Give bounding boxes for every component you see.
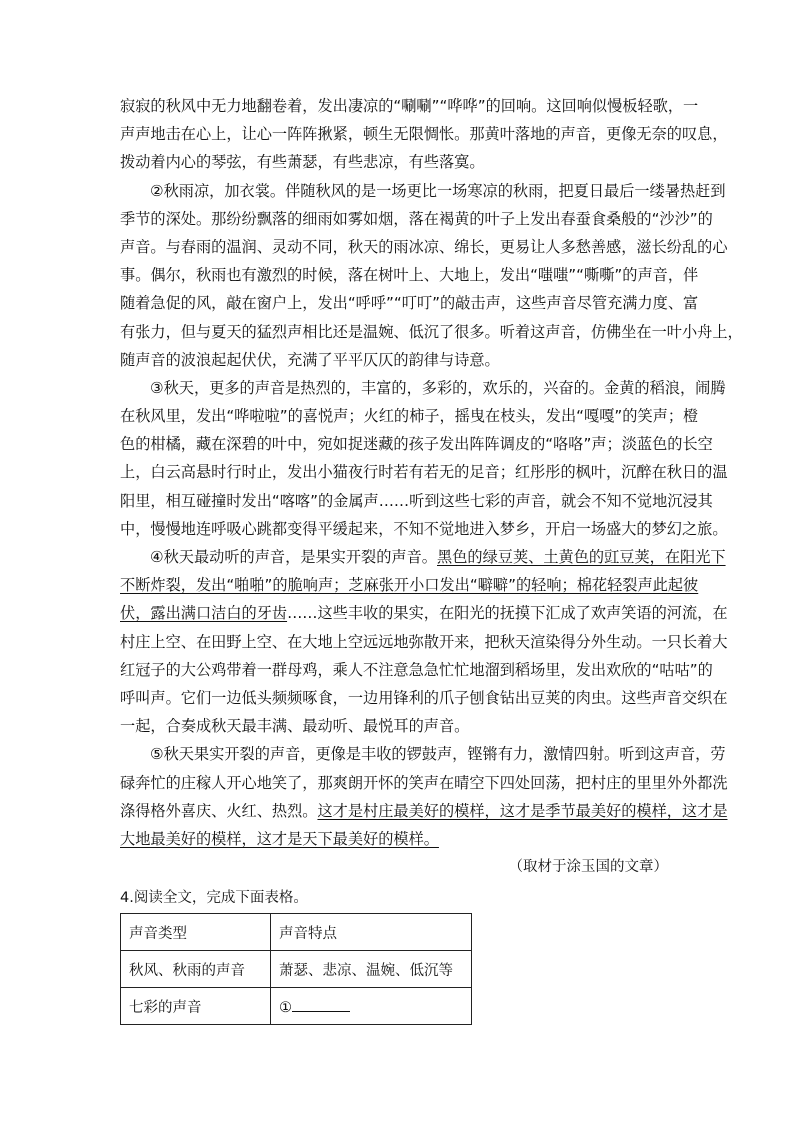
text-line: 色的柑橘，藏在深碧的叶中，宛如捉迷藏的孩子发出阵阵调皮的“咯咯”声；淡蓝色的长空 <box>120 435 713 454</box>
paragraph-3 <box>120 374 728 543</box>
text-line: 随着急促的风，敲在窗户上，发出“呼呼”“叮叮”的敲击声，这些声音尽管充满力度、富 <box>120 294 699 313</box>
underlined-text: 大地最美好的模样，这才是天下最美好的模样。 <box>120 829 439 848</box>
plain-text: 涤得格外喜庆、火红、热烈。 <box>120 801 318 820</box>
text-line: 声声地击在心上，让心一阵阵揪紧，顿生无限惆怅。那黄叶落地的声音，更像无奈的叹息， <box>120 125 728 144</box>
text-line: 声音。与春雨的温润、灵动不同，秋天的雨冰凉、绵长，更易让人多愁善感，滋长纷乱的心 <box>120 237 728 256</box>
paragraph-1 <box>120 92 728 177</box>
text-line: ②秋雨凉，加衣裳。伴随秋风的是一场更比一场寒凉的秋雨，把夏日最后一缕暑热赶到 <box>150 181 726 200</box>
text-line <box>120 797 728 825</box>
text-line: 阳里，相互碰撞时发出“喀喀”的金属声……听到这些七彩的声音，就会不知不觉地沉浸其 <box>120 491 713 510</box>
underlined-text: 这才是村庄最美好的模样，这才是季节最美好的模样，这才是 <box>317 801 728 820</box>
answer-cell[interactable] <box>271 988 472 1025</box>
table-header-cell: 声音类型 <box>121 914 271 951</box>
text-line <box>120 543 726 571</box>
source-attribution: （取材于涂玉国的文章） <box>508 859 668 876</box>
table-row <box>121 951 472 988</box>
text-line: 寂寂的秋风中无力地翻卷着，发出凄凉的“唰唰”“哗哗”的回响。这回响似慢板轻歌，一 <box>120 97 699 115</box>
plain-text: ……这些丰收的果实，在阳光的抚摸下汇成了欢声笑语的河流，在 <box>287 604 728 623</box>
table-cell: 萧瑟、悲凉、温婉、低沉等 <box>271 951 472 988</box>
paragraph-2 <box>120 177 743 374</box>
question-prompt: 4.阅读全文，完成下面表格。 <box>120 890 308 907</box>
table-row <box>121 988 472 1025</box>
text-line <box>120 825 680 853</box>
text-line <box>120 571 699 599</box>
text-line: 村庄上空、在田野上空、在大地上空远远地弥散开来，把秋天渲染得分外生动。一只长着大 <box>120 632 728 651</box>
text-line: 碌奔忙的庄稼人开心地笑了，那爽朗开怀的笑声在晴空下四处回荡，把村庄的里里外外都洗 <box>120 773 728 792</box>
paragraph-4 <box>120 543 728 740</box>
plain-text: ④秋天最动听的声音，是果实开裂的声音。 <box>150 548 437 566</box>
answer-number: ① <box>279 999 292 1016</box>
answer-table <box>120 913 472 1025</box>
document-page <box>120 92 743 1025</box>
text-line: 在秋风里，发出“哗啦啦”的喜悦声；火红的柿子，摇曳在枝头，发出“嘎嘎”的笑声；橙 <box>120 407 699 426</box>
text-line <box>120 599 728 627</box>
text-line: 一起，合奏成秋天最丰满、最动听、最悦耳的声音。 <box>120 717 470 736</box>
table-cell: 秋风、秋雨的声音 <box>121 951 271 988</box>
text-line: 拨动着内心的琴弦，有些萧瑟，有些悲凉，有些落寞。 <box>120 153 485 172</box>
text-line: ⑤秋天果实开裂的声音，更像是丰收的锣鼓声，铿锵有力，激情四射。听到这声音，劳 <box>150 745 726 764</box>
underlined-text: 伏，露出满口洁白的牙齿 <box>120 604 288 623</box>
answer-blank[interactable] <box>292 997 350 1012</box>
text-line: 上，白云高悬时行时止，发出小猫夜行时若有若无的足音；红彤彤的枫叶，沉醉在秋日的温 <box>120 463 728 482</box>
paragraph-5 <box>120 740 728 853</box>
underlined-text: 黑色的绿豆荚、土黄色的豇豆荚，在阳光下 <box>437 548 726 566</box>
text-line: 红冠子的大公鸡带着一群母鸡，乘人不注意急急忙忙地溜到稻场里，发出欢欣的“咕咕”的 <box>120 660 713 679</box>
text-line: 中，慢慢地连呼吸心跳都变得平缓起来，不知不觉地进入梦乡，开启一场盛大的梦幻之旅。 <box>120 519 728 538</box>
table-header-cell: 声音特点 <box>271 914 472 951</box>
table-cell: 七彩的声音 <box>121 988 271 1025</box>
text-line: ③秋天，更多的声音是热烈的，丰富的，多彩的，欢乐的，兴奋的。金黄的稻浪，闹腾 <box>150 378 726 397</box>
table-header-row <box>121 914 472 951</box>
underlined-text: 不断炸裂，发出“啪啪”的脆响声；芝麻张开小口发出“噼噼”的轻响；棉花轻裂声此起彼 <box>120 576 699 595</box>
text-line: 有张力，但与夏天的猛烈声相比还是温婉、低沉了很多。听着这声音，仿佛坐在一叶小舟上， <box>120 322 743 341</box>
text-line: 随声音的波浪起起伏伏，充满了平平仄仄的韵律与诗意。 <box>120 350 500 369</box>
text-line: 呼叫声。它们一边低头频频啄食，一边用锋利的爪子刨食钻出豆荚的肉虫。这些声音交织在 <box>120 688 728 707</box>
text-line: 季节的深处。那纷纷飘落的细雨如雾如烟，落在褐黄的叶子上发出春蚕食桑般的“沙沙”的 <box>120 209 713 228</box>
text-line: 事。偶尔，秋雨也有激烈的时候，落在树叶上、大地上，发出“嗤嗤”“嘶嘶”的声音，伴 <box>120 266 699 285</box>
